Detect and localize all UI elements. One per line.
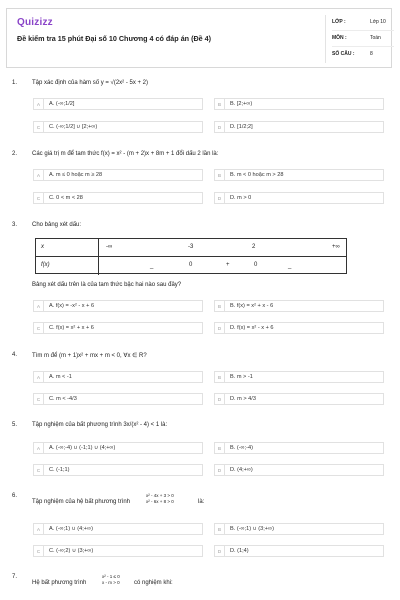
option-text: D. [1/2;2]	[230, 124, 253, 130]
option-text: A. (-∞;1) ∪ (4;+∞)	[49, 526, 93, 532]
option-letter: C	[34, 394, 44, 404]
option-text: C. m < -4/3	[49, 396, 77, 402]
meta-value: 8	[370, 51, 373, 57]
q2-option-c[interactable]	[33, 192, 203, 204]
sign-value: _	[150, 263, 154, 269]
x-value: -∞	[106, 244, 113, 250]
quizizz-logo[interactable]: Quizizz	[17, 17, 53, 28]
option-letter: D	[215, 122, 225, 132]
system-line: x² - 4x + 3 > 0	[146, 493, 174, 498]
option-text: D. m > 0	[230, 195, 252, 201]
option-text: C. (-1;1)	[49, 467, 70, 473]
option-letter: B	[215, 301, 225, 311]
meta-key: LỚP :	[332, 19, 346, 25]
q3-option-d[interactable]	[214, 322, 384, 334]
q2-option-b[interactable]	[214, 169, 384, 181]
sign-value: _	[288, 263, 292, 269]
option-text: A. m < -1	[49, 374, 72, 380]
option-text: C. (-∞;1/2] ∪ [2;+∞)	[49, 124, 98, 130]
option-text: D. (1;4)	[230, 548, 249, 554]
option-letter: A	[34, 524, 44, 534]
q5-option-d[interactable]	[214, 464, 384, 476]
option-text: B. m > -1	[230, 374, 253, 380]
q5-option-a[interactable]	[33, 442, 203, 454]
question-text: Tập nghiệm của hệ bất phương trình	[32, 499, 131, 505]
meta-row-subject	[332, 31, 394, 47]
question-subtext: Bảng xét dấu trên là của tam thức bậc hai nào sau đây?	[32, 282, 182, 288]
meta-value: Lớp 10	[370, 19, 386, 25]
q1-option-c[interactable]	[33, 121, 203, 133]
option-letter: B	[215, 443, 225, 453]
option-letter: A	[34, 372, 44, 382]
q1-option-d[interactable]	[214, 121, 384, 133]
sign-table-x-row	[36, 239, 346, 257]
option-letter: C	[34, 465, 44, 475]
meta-row-count	[332, 47, 394, 62]
option-text: C. (-∞;2) ∪ (3;+∞)	[49, 548, 94, 554]
f-label: f(x)	[41, 262, 50, 268]
question-text: Tìm m để (m + 1)x² + mx + m < 0, ∀x ∈ R?	[32, 353, 147, 359]
sign-value: 0	[254, 262, 258, 268]
option-letter: D	[215, 465, 225, 475]
option-letter: B	[215, 170, 225, 180]
option-text: B. f(x) = x² + x - 6	[230, 303, 274, 309]
question-text: Tập nghiệm của bất phương trình 3x/(x² - 4) < 1 là:	[32, 422, 168, 428]
q2-option-a[interactable]	[33, 169, 203, 181]
option-text: A. (-∞;-4) ∪ (-1;1) ∪ (4;+∞)	[49, 445, 116, 451]
q4-option-b[interactable]	[214, 371, 384, 383]
option-text: D. f(x) = x² - x + 6	[230, 325, 274, 331]
option-letter: A	[34, 170, 44, 180]
q3-option-c[interactable]	[33, 322, 203, 334]
q6-option-b[interactable]	[214, 523, 384, 535]
x-value: +∞	[332, 244, 340, 250]
option-letter: D	[215, 193, 225, 203]
option-letter: A	[34, 301, 44, 311]
sign-value: 0	[189, 262, 193, 268]
meta-value: Toán	[370, 35, 381, 41]
meta-key: MÔN :	[332, 35, 347, 41]
q6-option-d[interactable]	[214, 545, 384, 557]
option-letter: D	[215, 546, 225, 556]
question-number: 6.	[12, 493, 18, 499]
question-text: Hệ bất phương trình	[32, 580, 87, 586]
option-letter: D	[215, 323, 225, 333]
q2-option-d[interactable]	[214, 192, 384, 204]
option-letter: B	[215, 99, 225, 109]
q1-option-a[interactable]	[33, 98, 203, 110]
option-text: D. (4;+∞)	[230, 467, 253, 473]
q3-option-a[interactable]	[33, 300, 203, 312]
x-value: -3	[188, 244, 194, 250]
option-text: A. m ≤ 0 hoặc m ≥ 28	[49, 172, 103, 178]
inequality-system	[102, 574, 120, 586]
question-number: 1.	[12, 80, 18, 86]
question-text-after: có nghiệm khi:	[134, 580, 173, 586]
question-number: 7.	[12, 574, 18, 580]
question-number: 4.	[12, 352, 18, 358]
option-letter: A	[34, 443, 44, 453]
q6-option-c[interactable]	[33, 545, 203, 557]
option-text: B. (-∞;-4)	[230, 445, 253, 451]
option-letter: C	[34, 122, 44, 132]
q5-option-c[interactable]	[33, 464, 203, 476]
option-letter: B	[215, 372, 225, 382]
question-text: Các giá trị m để tam thức f(x) = x² - (m + 2)x + 8m + 1 đổi dấu 2 lần là:	[32, 151, 219, 157]
question-7	[12, 574, 372, 598]
option-text: A. (-∞;1/2]	[49, 101, 75, 107]
question-number: 2.	[12, 151, 18, 157]
x-label: x	[41, 244, 44, 250]
option-text: C. f(x) = x² + x + 6	[49, 325, 94, 331]
option-letter: C	[34, 546, 44, 556]
option-letter: D	[215, 394, 225, 404]
option-text: A. f(x) = -x² - x + 6	[49, 303, 95, 309]
question-text: Cho bảng xét dấu:	[32, 222, 82, 228]
system-line: x² - 1 ≤ 0	[102, 574, 120, 579]
sign-table	[35, 238, 347, 274]
question-6	[12, 493, 372, 517]
option-text: C. 0 < m < 28	[49, 195, 83, 201]
question-text: Tập xác định của hàm số y = √(2x² - 5x + 2)	[32, 80, 149, 86]
page-title: Đề kiểm tra 15 phút Đại số 10 Chương 4 có đáp án (Đề 4)	[17, 34, 212, 43]
q4-option-d[interactable]	[214, 393, 384, 405]
meta-key: SỐ CÂU :	[332, 51, 355, 57]
q5-option-b[interactable]	[214, 442, 384, 454]
quiz-meta-panel	[325, 15, 394, 63]
system-line: x² - 6x + 8 > 0	[146, 499, 174, 504]
q4-option-a[interactable]	[33, 371, 203, 383]
option-text: B. [2;+∞)	[230, 101, 253, 107]
option-letter: B	[215, 524, 225, 534]
sign-table-divider	[98, 239, 99, 275]
option-text: D. m > 4/3	[230, 396, 256, 402]
option-letter: C	[34, 323, 44, 333]
option-text: B. (-∞;1) ∪ (3;+∞)	[230, 526, 274, 532]
q6-option-a[interactable]	[33, 523, 203, 535]
sign-table-f-row	[36, 257, 346, 275]
option-letter: C	[34, 193, 44, 203]
sign-value: +	[226, 262, 230, 268]
inequality-system	[146, 493, 174, 505]
question-number: 3.	[12, 222, 18, 228]
system-line: x - m > 0	[102, 580, 120, 585]
quiz-header	[6, 8, 392, 68]
q4-option-c[interactable]	[33, 393, 203, 405]
q1-option-b[interactable]	[214, 98, 384, 110]
x-value: 2	[252, 244, 256, 250]
meta-row-class	[332, 15, 394, 31]
option-text: B. m < 0 hoặc m > 28	[230, 172, 284, 178]
option-letter: A	[34, 99, 44, 109]
q3-option-b[interactable]	[214, 300, 384, 312]
question-text-after: là:	[198, 499, 205, 505]
question-number: 5.	[12, 422, 18, 428]
